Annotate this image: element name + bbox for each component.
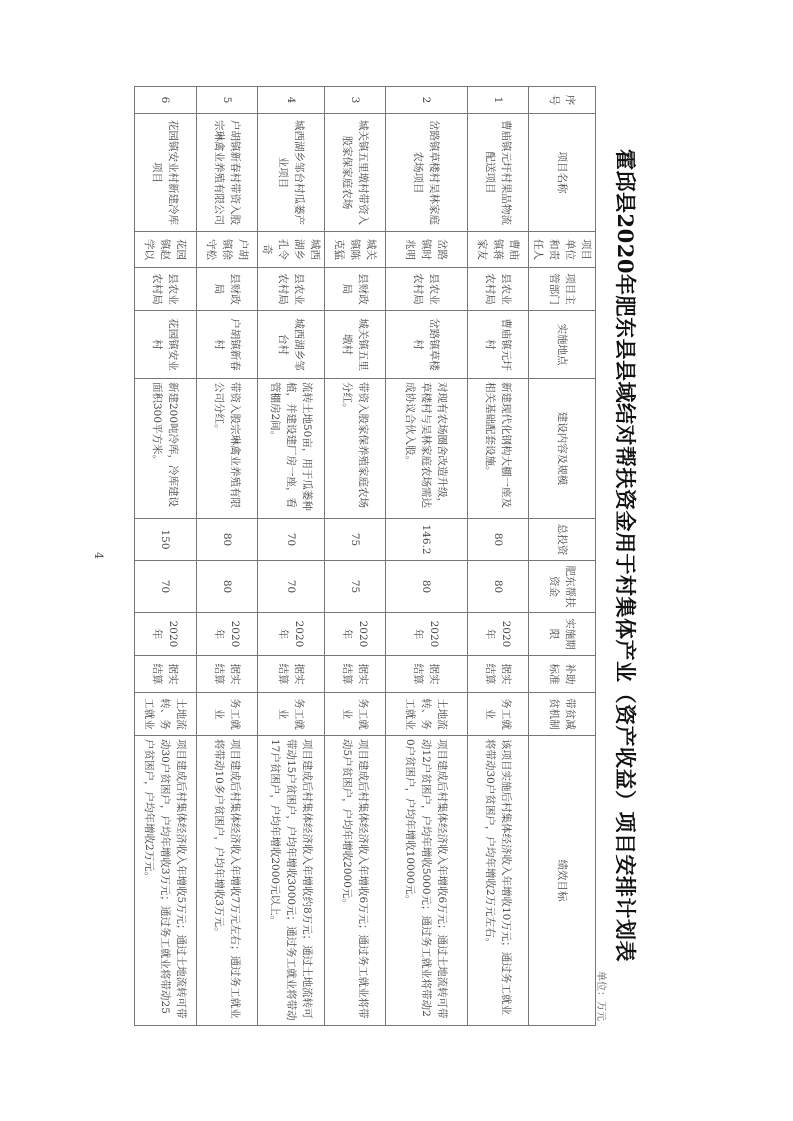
table-cell: 城西湖乡邹台村 — [258, 311, 325, 379]
table-cell: 该项目实施后村集体经济收入年增收10万元；通过务工就业将带动30户贫困户，户均年增收2万元左右。 — [468, 736, 529, 1026]
table-cell: 项目建成后村集体经济收入年增收约8万元；通过土地流转可带动15户贫困户，户均年增收3000元；通过务工就业将带动17户贫困户，户均年增收2000元以上。 — [258, 736, 325, 1026]
table-cell: 6 — [135, 87, 197, 114]
table-cell: 项目建成后村集体经济收入年增收6万元；通过土地流转可带动12户贫困户，户均年增收5000元；通过务工就业将带动20户贫困户，户均年增收10000元。 — [386, 736, 468, 1026]
table-cell: 据实结算 — [468, 656, 529, 693]
table-cell: 80 — [468, 519, 529, 561]
table-cell: 城西湖乡邹台村瓜蒌产业项目 — [258, 114, 325, 232]
header-cell: 总投资 — [529, 519, 596, 561]
header-cell: 项目主管部门 — [529, 268, 596, 311]
table-cell: 县农业农村局 — [386, 268, 468, 311]
header-row — [529, 87, 596, 1026]
page-title: 霍邱县2020年肥东县县域结对帮扶资金用于村集体产业（资产收益）项目安排计划表 — [613, 149, 638, 962]
table-cell: 75 — [325, 519, 386, 561]
table-cell: 城关镇五里墩村 — [325, 311, 386, 379]
table-row — [468, 87, 529, 1026]
header-cell: 补助标准 — [529, 656, 596, 693]
table-cell: 务工就业 — [468, 693, 529, 736]
table-cell: 岔路镇草楼村 — [386, 311, 468, 379]
table-cell: 80 — [468, 561, 529, 613]
table-cell: 项目建成后村集体经济收入年增收5万元；通过土地流转可带动30户贫困户，户均年增收3万元；通过务工就业将带动25户贫困户，户均年增收2万元。 — [135, 736, 197, 1026]
table-row — [258, 87, 325, 1026]
table-cell: 带资入股宗琳禽业养殖有限公司分红。 — [197, 379, 258, 519]
table-cell: 县农业农村局 — [468, 268, 529, 311]
table-cell: 据实结算 — [135, 656, 197, 693]
table-cell: 新建200吨冷库，冷库建设面积300平方米。 — [135, 379, 197, 519]
header-cell: 带贫减贫机制 — [529, 693, 596, 736]
table-cell: 项目建成后村集体经济收入年增收6万元；通过务工就业将带动5户贫困户，户均年增收2000元。 — [325, 736, 386, 1026]
header-cell: 序号 — [529, 87, 596, 114]
table-cell: 曹庙镇元圩村 — [468, 311, 529, 379]
table-cell: 70 — [258, 561, 325, 613]
table-cell: 流转土地50亩，用于瓜蒌种植，并建设建厂房一座，看管棚房2间。 — [258, 379, 325, 519]
header-cell: 项目名称 — [529, 114, 596, 232]
table-row — [325, 87, 386, 1026]
table-cell: 150 — [135, 519, 197, 561]
table-cell: 岔路镇草楼村吴林家庭农场项目 — [386, 114, 468, 232]
page-number: 4 — [92, 552, 105, 559]
header-cell: 建设内容及规模 — [529, 379, 596, 519]
table-cell: 县财政局 — [325, 268, 386, 311]
table-cell: 曹庙镇元圩村果品物流配送项目 — [468, 114, 529, 232]
table-cell: 城关镇陈克猛 — [325, 232, 386, 268]
table-cell: 146.2 — [386, 519, 468, 561]
table-cell: 1 — [468, 87, 529, 114]
table-cell: 户胡镇新春村带资入股宗琳禽业养殖有限公司 — [197, 114, 258, 232]
table-cell: 据实结算 — [386, 656, 468, 693]
table-cell: 2020年 — [135, 613, 197, 656]
header-cell: 绩效目标 — [529, 736, 596, 1026]
table-cell: 花园镇安业村 — [135, 311, 197, 379]
table-cell: 3 — [325, 87, 386, 114]
table-cell: 据实结算 — [258, 656, 325, 693]
table-cell: 项目建成后村集体经济收入年增收7万元左右；通过务工就业将带动10多户贫困户，户均年增收3万元。 — [197, 736, 258, 1026]
table-cell: 县农业农村局 — [135, 268, 197, 311]
table-cell: 80 — [197, 519, 258, 561]
table-cell: 据实结算 — [197, 656, 258, 693]
table-cell: 县农业农村局 — [258, 268, 325, 311]
table-cell: 务工就业 — [197, 693, 258, 736]
table-cell: 70 — [258, 519, 325, 561]
table-cell: 新建现代化钢构大棚一座及相关基础配套设施。 — [468, 379, 529, 519]
table-cell: 据实结算 — [325, 656, 386, 693]
table-cell: 曹庙镇蒋家友 — [468, 232, 529, 268]
table-cell: 城西湖乡孔令奇 — [258, 232, 325, 268]
table-cell: 县财政局 — [197, 268, 258, 311]
header-cell: 肥东帮扶资金 — [529, 561, 596, 613]
table-cell: 对现有农场圈舍改造升级，草楼村与吴林家庭农场需达成协议合伙入股。 — [386, 379, 468, 519]
table-row — [135, 87, 197, 1026]
table-cell: 2020年 — [468, 613, 529, 656]
header-cell: 实施地点 — [529, 311, 596, 379]
table-cell: 花园镇安业村新建冷库项目 — [135, 114, 197, 232]
table-cell: 岔路镇时兆明 — [386, 232, 468, 268]
table-cell: 80 — [386, 561, 468, 613]
table-cell: 2020年 — [386, 613, 468, 656]
header-cell: 项目单位和责任人 — [529, 232, 596, 268]
table-row — [197, 87, 258, 1026]
table-cell: 2 — [386, 87, 468, 114]
table-cell: 带资入股家保养殖家庭农场分红。 — [325, 379, 386, 519]
unit-label: 单位：万元 — [595, 971, 606, 1021]
table-cell: 土地流转、务工就业 — [135, 693, 197, 736]
project-plan-table — [134, 86, 596, 1026]
table-cell: 城关镇五里墩村带资入股家保家庭农场 — [325, 114, 386, 232]
table-cell: 4 — [258, 87, 325, 114]
table-cell: 70 — [135, 561, 197, 613]
table-cell: 务工就业 — [258, 693, 325, 736]
table-cell: 80 — [197, 561, 258, 613]
table-cell: 2020年 — [258, 613, 325, 656]
table-cell: 土地流转、务工就业 — [386, 693, 468, 736]
table-cell: 花园镇赵学以 — [135, 232, 197, 268]
table-cell: 户胡镇新春村 — [197, 311, 258, 379]
table-row — [386, 87, 468, 1026]
table-cell: 5 — [197, 87, 258, 114]
table-cell: 务工就业 — [325, 693, 386, 736]
table-cell: 2020年 — [325, 613, 386, 656]
table-cell: 户胡镇徐守松 — [197, 232, 258, 268]
table-cell: 2020年 — [197, 613, 258, 656]
header-cell: 实施期限 — [529, 613, 596, 656]
table-cell: 75 — [325, 561, 386, 613]
